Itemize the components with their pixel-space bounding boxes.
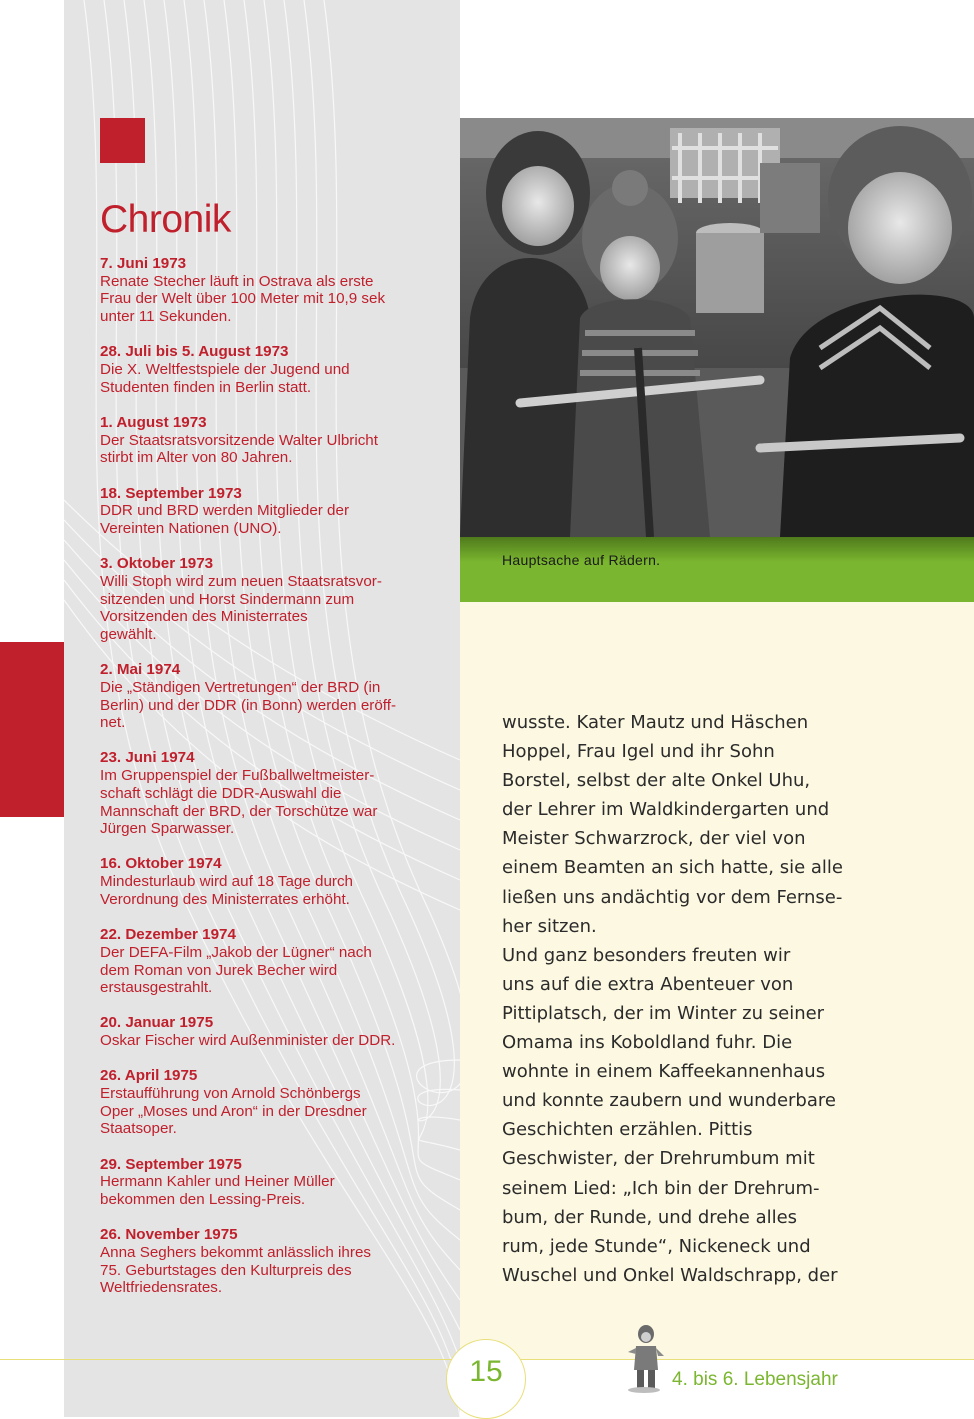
children-on-bikes-photo: [460, 118, 974, 537]
story-line: ließen uns andächtig vor dem Fernse-: [502, 886, 843, 908]
chronik-entry-date: 22. Dezember 1974: [100, 926, 236, 944]
chronik-entry-date: 2. Mai 1974: [100, 661, 181, 679]
chronik-entry-date: 28. Juli bis 5. August 1973: [100, 343, 289, 361]
chronik-entry-date: 20. Januar 1975: [100, 1014, 214, 1032]
chronik-entry-text: Willi Stoph wird zum neuen Staatsratsvor- sitzenden und Horst Sindermann zum Vorsitzenden des Ministerrates gewählt.: [100, 572, 382, 643]
chronik-entry-text: Mindesturlaub wird auf 18 Tage durch Verordnung des Ministerrates erhöht.: [100, 873, 353, 908]
story-line: her sitzen.: [502, 915, 597, 937]
chronik-entry-text: Der DEFA-Film „Jakob der Lügner“ nach dem Roman von Jurek Becher wird erstausgestrahlt.: [100, 943, 372, 997]
story-line: Wuschel und Onkel Waldschrapp, der: [502, 1264, 838, 1286]
chronik-entry-date: 26. November 1975: [100, 1226, 238, 1244]
chronik-entry-text: Hermann Kahler und Heiner Müller bekommen den Lessing-Preis.: [100, 1173, 335, 1209]
photo-caption: Hauptsache auf Rädern.: [502, 552, 661, 568]
red-edge-tab: [0, 642, 64, 817]
chronik-entry: [100, 485, 440, 538]
chronik-entry-text: Die „Ständigen Vertretungen“ der BRD (in Berlin) und der DDR (in Bonn) werden eröff- net.: [100, 678, 397, 732]
story-line: Und ganz besonders freuten wir: [502, 944, 791, 966]
chronik-entry-text: Die X. Weltfestspiele der Jugend und Studenten finden in Berlin statt.: [100, 361, 350, 396]
chronik-entry-date: 26. April 1975: [100, 1067, 198, 1085]
chronik-entry: [100, 749, 440, 838]
chronik-entry-text: Renate Stecher läuft in Ostrava als erste Frau der Welt über 100 Meter mit 10,9 sek unter 11 Sekunden.: [100, 272, 386, 326]
chronik-entry-text: Erstaufführung von Arnold Schönbergs Oper „Moses und Aron“ in der Dresdner Staatsoper.: [100, 1085, 367, 1138]
story-line: Meister Schwarzrock, der viel von: [502, 828, 806, 850]
child-figure-icon: [622, 1322, 666, 1394]
story-line: Pittiplatsch, der im Winter zu seiner: [502, 1002, 825, 1024]
chronik-entry: [100, 1014, 440, 1049]
chronik-heading: Chronik: [100, 198, 231, 241]
story-line: einem Beamten an sich hatte, sie alle: [502, 857, 843, 879]
story-line: wusste. Kater Mautz und Häschen: [502, 712, 809, 733]
chronik-entry-date: 3. Oktober 1973: [100, 555, 214, 573]
chronik-entry: [100, 1156, 440, 1209]
story-line: und konnte zaubern und wunderbare: [502, 1090, 836, 1112]
chronik-entry-list: [100, 255, 440, 1315]
chronik-entry-date: 23. Juni 1974: [100, 749, 195, 767]
chronik-entry: [100, 1067, 440, 1138]
chronik-entry: [100, 414, 440, 467]
chronik-entry: [100, 555, 440, 644]
chronik-entry-date: 18. September 1973: [100, 484, 242, 502]
chronik-entry-date: 1. August 1973: [100, 413, 207, 431]
photo-illustration: [460, 118, 974, 537]
story-line: wohnte in einem Kaffeekannenhaus: [502, 1061, 826, 1083]
chronik-entry: [100, 343, 440, 396]
chronik-entry-date: 16. Oktober 1974: [100, 855, 222, 873]
story-line: Geschwister, der Drehrumbum mit: [502, 1148, 815, 1170]
chronik-entry: [100, 1226, 440, 1297]
chronik-entry-text: Anna Seghers bekommt anlässlich ihres 75. Geburtstages den Kulturpreis des Weltfriedensrates.: [100, 1243, 371, 1297]
chronik-entry: [100, 661, 440, 732]
story-line: uns auf die extra Abenteuer von: [502, 973, 794, 995]
story-line: Omama ins Koboldland fuhr. Die: [502, 1032, 793, 1054]
age-section-label: 4. bis 6. Lebensjahr: [672, 1369, 838, 1390]
story-line: der Lehrer im Waldkindergarten und: [502, 799, 830, 821]
story-line: bum, der Runde, und drehe alles: [502, 1206, 798, 1228]
chronik-entry-text: DDR und BRD werden Mitglieder der Vereinten Nationen (UNO).: [100, 502, 350, 537]
story-line: Borstel, selbst der alte Onkel Uhu,: [502, 770, 811, 792]
story-line: Geschichten erzählen. Pittis: [502, 1119, 753, 1141]
story-text: [502, 708, 862, 1290]
chronik-entry-date: 7. Juni 1973: [100, 255, 187, 272]
chronik-entry: [100, 255, 440, 326]
chronik-entry-text: Im Gruppenspiel der Fußballweltmeister- schaft schlägt die DDR-Auswahl die Mannschaft der BRD, der Torschütze war Jürgen Sparwasser.: [100, 767, 378, 838]
story-line: rum, jede Stunde“, Nickeneck und: [502, 1235, 811, 1257]
red-square-marker: [100, 118, 145, 163]
chronik-entry-text: Oskar Fischer wird Außenminister der DDR.: [100, 1032, 396, 1050]
story-line: seinem Lied: „Ich bin der Drehrum-: [502, 1177, 820, 1199]
chronik-entry-date: 29. September 1975: [100, 1155, 242, 1173]
chronik-entry-text: Der Staatsratsvorsitzende Walter Ulbricht stirbt im Alter von 80 Jahren.: [100, 431, 378, 467]
story-line: Hoppel, Frau Igel und ihr Sohn: [502, 741, 775, 763]
page-number: 15: [469, 1355, 503, 1388]
chronik-entry: [100, 926, 440, 997]
chronik-entry: [100, 855, 440, 908]
